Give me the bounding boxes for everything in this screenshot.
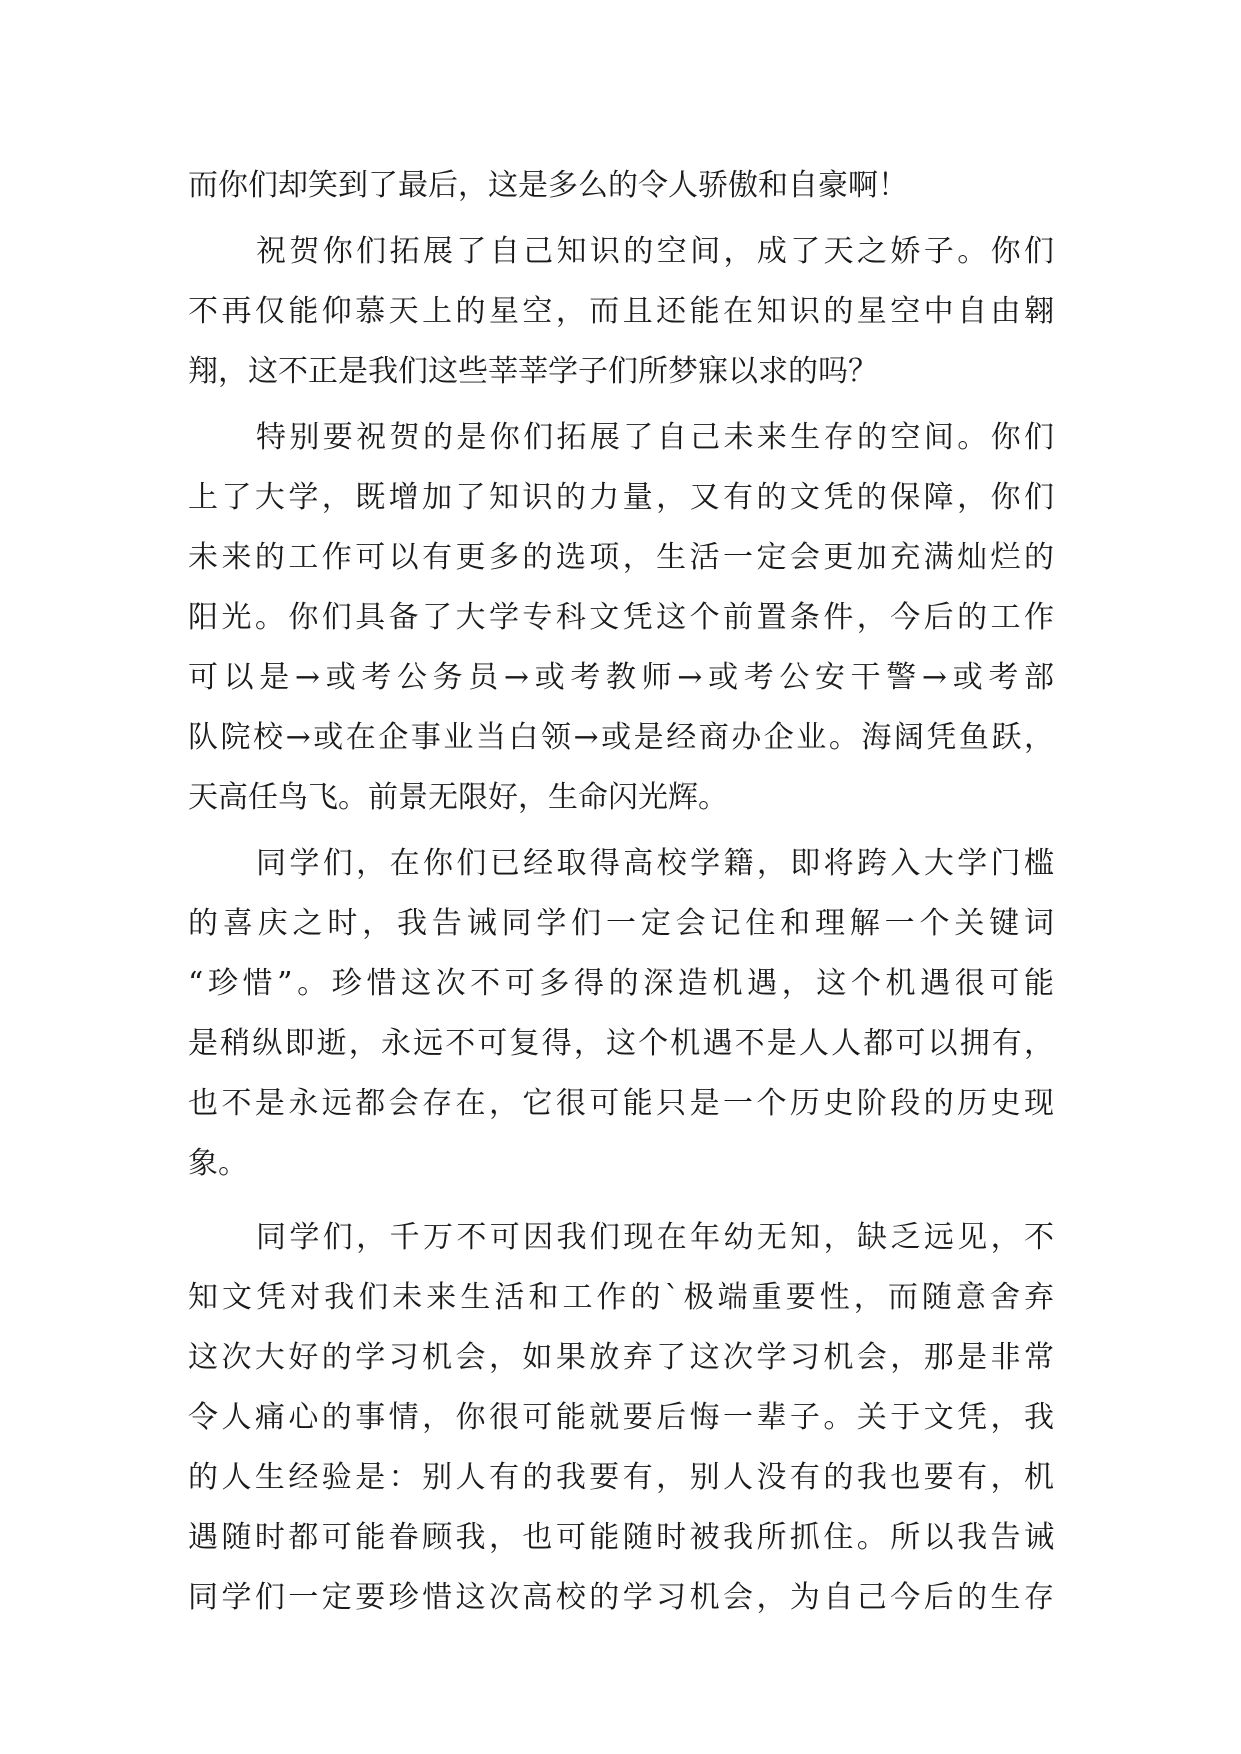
text-line: 特别要祝贺的是你们拓展了自己未来生存的空间。你们 bbox=[256, 420, 1054, 455]
text-line: 可以是→或考公务员→或考教师→或考公安干警→或考部 bbox=[188, 660, 1054, 695]
text-line: 遇随时都可能眷顾我，也可能随时被我所抓住。所以我告诫 bbox=[188, 1520, 1054, 1555]
paragraph bbox=[188, 222, 1054, 402]
text-line: 祝贺你们拓展了自己知识的空间，成了天之娇子。你们 bbox=[256, 234, 1054, 269]
text-line: 令人痛心的事情，你很可能就要后悔一辈子。关于文凭，我 bbox=[188, 1400, 1054, 1435]
text-line: 象。 bbox=[188, 1146, 248, 1181]
paragraph bbox=[188, 408, 1054, 828]
text-line: 天高任鸟飞。前景无限好，生命闪光辉。 bbox=[188, 780, 728, 815]
paragraph bbox=[188, 156, 1054, 216]
text-line: 上了大学，既增加了知识的力量，又有的文凭的保障，你们 bbox=[188, 480, 1054, 515]
document-body bbox=[188, 156, 1054, 1628]
text-line: 也不是永远都会存在，它很可能只是一个历史阶段的历史现 bbox=[188, 1086, 1054, 1121]
paragraph bbox=[188, 834, 1054, 1194]
text-line: 阳光。你们具备了大学专科文凭这个前置条件，今后的工作 bbox=[188, 600, 1054, 635]
text-line: 同学们，在你们已经取得高校学籍，即将跨入大学门槛 bbox=[256, 846, 1054, 881]
text-line: 同学们一定要珍惜这次高校的学习机会，为自己今后的生存 bbox=[188, 1580, 1054, 1615]
text-line: 知文凭对我们未来生活和工作的`极端重要性，而随意舍弃 bbox=[188, 1280, 1054, 1315]
text-line: “珍惜”。珍惜这次不可多得的深造机遇，这个机遇很可能 bbox=[188, 966, 1054, 1001]
text-line: 而你们却笑到了最后，这是多么的令人骄傲和自豪啊！ bbox=[188, 168, 908, 203]
text-line: 不再仅能仰慕天上的星空，而且还能在知识的星空中自由翱 bbox=[188, 294, 1054, 329]
text-line: 未来的工作可以有更多的选项，生活一定会更加充满灿烂的 bbox=[188, 540, 1054, 575]
text-line: 的人生经验是：别人有的我要有，别人没有的我也要有，机 bbox=[188, 1460, 1054, 1495]
paragraph bbox=[188, 1208, 1054, 1628]
text-line: 是稍纵即逝，永远不可复得，这个机遇不是人人都可以拥有， bbox=[188, 1026, 1054, 1061]
text-line: 的喜庆之时，我告诫同学们一定会记住和理解一个关键词 bbox=[188, 906, 1054, 941]
text-line: 这次大好的学习机会，如果放弃了这次学习机会，那是非常 bbox=[188, 1340, 1054, 1375]
text-line: 翔，这不正是我们这些莘莘学子们所梦寐以求的吗？ bbox=[188, 354, 878, 389]
text-line: 同学们，千万不可因我们现在年幼无知，缺乏远见，不 bbox=[256, 1220, 1054, 1255]
text-line: 队院校→或在企事业当白领→或是经商办企业。海阔凭鱼跃， bbox=[188, 720, 1054, 755]
